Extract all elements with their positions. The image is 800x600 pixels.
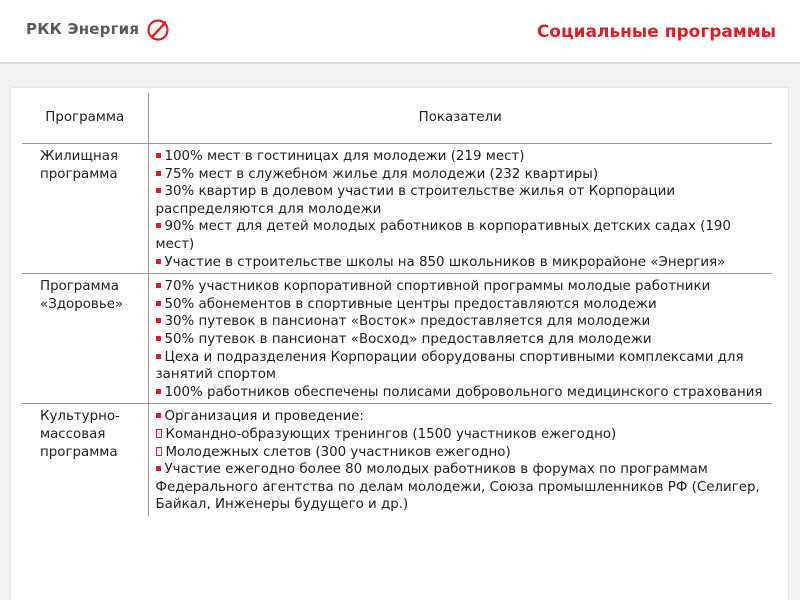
list-item xyxy=(156,218,769,253)
red-square-bullet-icon xyxy=(156,283,161,288)
program-indicators xyxy=(148,274,772,404)
list-item xyxy=(156,148,769,166)
program-name: Культурно-массовая программа xyxy=(22,404,148,516)
energia-logo-icon xyxy=(146,18,170,42)
list-item xyxy=(156,183,769,218)
program-name: Жилищная программа xyxy=(22,144,148,274)
red-outline-square-bullet-icon xyxy=(156,447,162,456)
company-logo-text: РКК Энергия xyxy=(26,20,140,38)
indicator-text: 50% путевок в пансионат «Восход» предоставляется для молодежи xyxy=(164,331,652,347)
indicator-text: 100% работников обеспечены полисами добровольного медицинского страхования xyxy=(164,384,763,400)
red-square-bullet-icon xyxy=(156,354,161,359)
red-square-bullet-icon xyxy=(156,188,161,193)
indicator-text: 30% квартир в долевом участии в строительстве жилья от Корпорации распределяются для молодежи xyxy=(155,184,676,217)
red-square-bullet-icon xyxy=(156,259,161,264)
list-item xyxy=(156,313,769,331)
indicator-text: 70% участников корпоративной спортивной программы молодые работники xyxy=(164,279,711,295)
list-item xyxy=(156,166,769,184)
list-item xyxy=(156,461,769,514)
slide-header xyxy=(0,0,800,62)
red-square-bullet-icon xyxy=(156,466,161,471)
indicator-text: 90% мест для детей молодых работников в корпоративных детских садах (190 мест) xyxy=(155,219,731,252)
indicator-text: Молодежных слетов (300 участников ежегодно) xyxy=(165,444,511,460)
list-item xyxy=(156,408,769,426)
table-row xyxy=(22,144,772,274)
column-header-indicators: Показатели xyxy=(148,93,772,144)
red-square-bullet-icon xyxy=(156,153,161,158)
indicator-list xyxy=(156,408,769,514)
red-square-bullet-icon xyxy=(156,336,161,341)
red-square-bullet-icon xyxy=(156,318,161,323)
list-item xyxy=(156,384,769,402)
indicator-text: 100% мест в гостиницах для молодежи (219 мест) xyxy=(164,149,525,164)
header-divider xyxy=(0,62,800,64)
table-row xyxy=(22,404,772,516)
programs-table xyxy=(22,93,772,516)
indicator-text: Участие в строительстве школы на 850 школьников в микрорайоне «Энергия» xyxy=(164,254,726,270)
program-name: Программа «Здоровье» xyxy=(22,274,148,404)
list-item xyxy=(156,254,769,272)
program-indicators xyxy=(148,404,772,516)
indicator-text: Организация и проведение: xyxy=(164,409,364,425)
page-title: Социальные программы xyxy=(536,22,776,42)
indicator-list xyxy=(156,148,769,271)
indicator-text: Цеха и подразделения Корпорации оборудованы спортивными комплексами для занятий спортом xyxy=(155,349,744,383)
list-item xyxy=(156,349,769,384)
column-header-program: Программа xyxy=(22,93,148,144)
list-item xyxy=(156,426,769,444)
indicator-text: 75% мест в служебном жилье для молодежи (232 квартиры) xyxy=(164,166,599,182)
list-item xyxy=(156,331,769,349)
red-square-bullet-icon xyxy=(156,413,161,418)
indicator-text: 30% путевок в пансионат «Восток» предоставляется для молодежи xyxy=(164,314,651,330)
list-item xyxy=(156,444,769,462)
indicator-list xyxy=(156,278,769,401)
red-outline-square-bullet-icon xyxy=(156,429,162,438)
list-item xyxy=(156,296,769,314)
table-row xyxy=(22,274,772,404)
red-square-bullet-icon xyxy=(156,171,161,176)
table-header-row xyxy=(22,93,772,144)
indicator-text: Командно-образующих тренингов (1500 участников ежегодно) xyxy=(165,426,617,442)
program-indicators xyxy=(148,144,772,274)
red-square-bullet-icon xyxy=(156,301,161,306)
indicator-text: 50% абонементов в спортивные центры предоставляются молодежи xyxy=(164,296,657,312)
red-square-bullet-icon xyxy=(156,223,161,228)
red-square-bullet-icon xyxy=(156,389,161,394)
list-item xyxy=(156,278,769,296)
indicator-text: Участие ежегодно более 80 молодых работников в форумах по программам Федерального агентства по делам молодежи, Союза промышленников РФ (Селигер, Байкал, Инженеры будущего и др.) xyxy=(155,462,760,513)
